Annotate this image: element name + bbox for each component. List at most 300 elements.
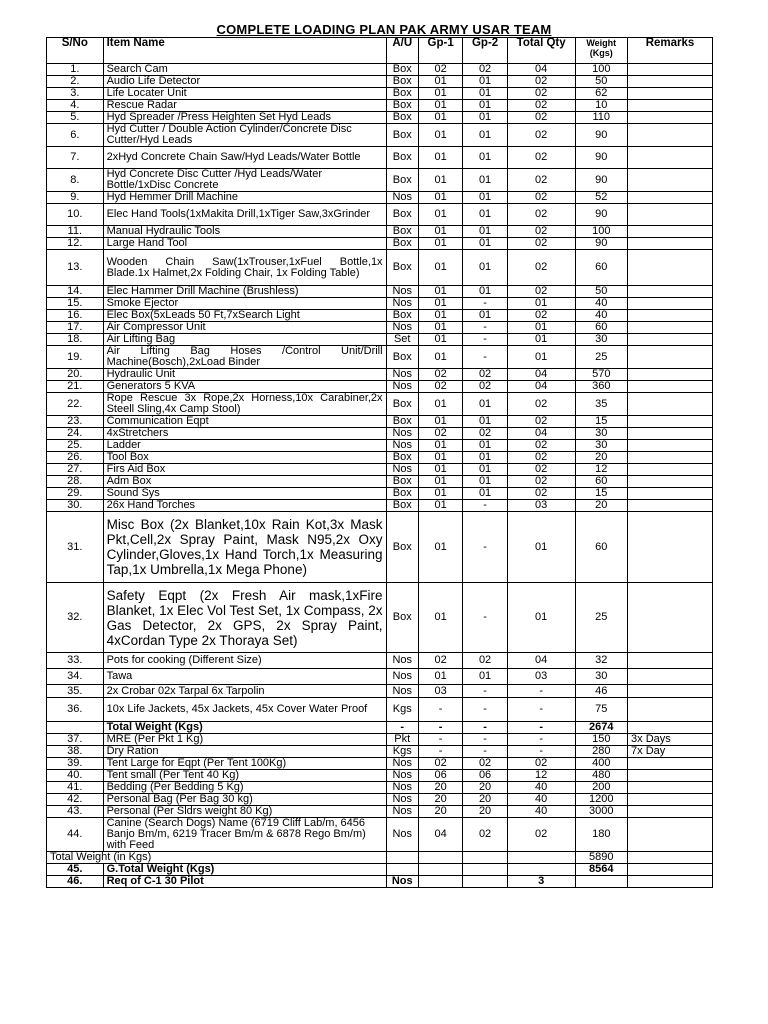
item-name-cell: Tent small (Per Tent 40 Kg) [103, 770, 386, 782]
sno-cell: 24. [47, 428, 104, 440]
total-qty-cell: 02 [507, 124, 575, 147]
gp1-cell: 01 [418, 100, 462, 112]
remarks-cell [628, 583, 713, 653]
gp1-cell: 01 [418, 393, 462, 416]
gp1-cell: - [418, 746, 462, 758]
gp1-cell: 01 [418, 512, 462, 583]
weight-cell: 360 [575, 381, 628, 393]
au-cell: Nos [386, 669, 418, 685]
table-row [47, 192, 713, 204]
total-qty-cell: 02 [507, 393, 575, 416]
gp1-cell: - [418, 722, 462, 734]
header-item-name: Item Name [103, 38, 386, 64]
total-qty-cell: 02 [507, 310, 575, 322]
remarks-cell [628, 169, 713, 192]
total-qty-cell: 02 [507, 192, 575, 204]
table-row [47, 864, 713, 876]
sno-cell: 20. [47, 369, 104, 381]
gp2-cell: 01 [463, 226, 507, 238]
table-row [47, 310, 713, 322]
weight-cell: 90 [575, 238, 628, 250]
total-qty-cell: 3 [507, 876, 575, 888]
table-row [47, 250, 713, 286]
total-qty-cell: - [507, 746, 575, 758]
sno-cell [47, 722, 104, 734]
au-cell: Box [386, 346, 418, 369]
weight-cell: 8564 [575, 864, 628, 876]
total-qty-cell [507, 852, 575, 864]
gp2-cell: - [463, 346, 507, 369]
item-name-cell: Personal (Per Sldrs weight 80 Kg) [103, 806, 386, 818]
gp1-cell: 01 [418, 169, 462, 192]
item-name-cell: Canine (Search Dogs) Name (6719 Cliff Lab/m, 6456 Banjo Bm/m, 6219 Tracer Bm/m & 6878 Rego Bm/m) with Feed [103, 818, 386, 852]
au-cell: Nos [386, 286, 418, 298]
gp1-cell: 01 [418, 286, 462, 298]
sno-cell: 45. [47, 864, 104, 876]
total-qty-cell: - [507, 734, 575, 746]
weight-cell: 3000 [575, 806, 628, 818]
total-qty-cell: 40 [507, 782, 575, 794]
remarks-cell [628, 476, 713, 488]
table-row [47, 476, 713, 488]
au-cell: Nos [386, 192, 418, 204]
sno-cell: 17. [47, 322, 104, 334]
item-name-cell: Adm Box [103, 476, 386, 488]
weight-cell: 40 [575, 310, 628, 322]
remarks-cell [628, 334, 713, 346]
gp2-cell: 01 [463, 464, 507, 476]
remarks-cell [628, 669, 713, 685]
total-qty-cell: 02 [507, 464, 575, 476]
sno-cell: 40. [47, 770, 104, 782]
gp2-cell: 01 [463, 88, 507, 100]
au-cell: Box [386, 393, 418, 416]
total-qty-cell: 01 [507, 322, 575, 334]
sno-cell: 27. [47, 464, 104, 476]
gp2-cell: 02 [463, 64, 507, 76]
item-name-cell: Large Hand Tool [103, 238, 386, 250]
header-remarks: Remarks [628, 38, 713, 64]
gp2-cell: 01 [463, 192, 507, 204]
au-cell: Nos [386, 685, 418, 698]
item-name-cell: Pots for cooking (Different Size) [103, 653, 386, 669]
au-cell: Nos [386, 770, 418, 782]
au-cell: Nos [386, 298, 418, 310]
au-cell: Nos [386, 464, 418, 476]
remarks-cell [628, 428, 713, 440]
sno-cell: 9. [47, 192, 104, 204]
sno-cell: 18. [47, 334, 104, 346]
au-cell: Nos [386, 758, 418, 770]
gp2-cell [463, 864, 507, 876]
table-row [47, 112, 713, 124]
au-cell: Nos [386, 806, 418, 818]
item-name-cell: Safety Eqpt (2x Fresh Air mask,1xFire Blanket, 1x Elec Vol Test Set, 1x Compass, 2x Gas Detector, 2x GPS, 2x Spray Paint, 4xCordan Type 2x Thoraya Set) [103, 583, 386, 653]
total-qty-cell: - [507, 722, 575, 734]
gp1-cell [418, 852, 462, 864]
sno-cell: 41. [47, 782, 104, 794]
remarks-cell [628, 464, 713, 476]
remarks-cell [628, 653, 713, 669]
item-name-cell: Air Compressor Unit [103, 322, 386, 334]
total-qty-cell: 02 [507, 88, 575, 100]
remarks-cell [628, 440, 713, 452]
sno-cell: 39. [47, 758, 104, 770]
item-name-cell: G.Total Weight (Kgs) [103, 864, 386, 876]
weight-cell: 110 [575, 112, 628, 124]
total-qty-cell: 01 [507, 583, 575, 653]
gp2-cell: 02 [463, 818, 507, 852]
weight-cell: 90 [575, 169, 628, 192]
sno-cell: 7. [47, 147, 104, 169]
gp2-cell: 06 [463, 770, 507, 782]
table-row [47, 818, 713, 852]
gp1-cell: 02 [418, 428, 462, 440]
weight-cell: 150 [575, 734, 628, 746]
table-row [47, 852, 713, 864]
sno-cell: 11. [47, 226, 104, 238]
sno-cell: 25. [47, 440, 104, 452]
remarks-cell [628, 112, 713, 124]
item-name-cell: Hyd Concrete Disc Cutter /Hyd Leads/Water Bottle/1xDisc Concrete [103, 169, 386, 192]
total-qty-cell: 01 [507, 346, 575, 369]
au-cell [386, 864, 418, 876]
gp1-cell: 01 [418, 147, 462, 169]
weight-cell: 15 [575, 416, 628, 428]
au-cell: Box [386, 147, 418, 169]
weight-cell: 75 [575, 698, 628, 722]
table-row [47, 734, 713, 746]
table-row [47, 100, 713, 112]
sno-cell: 33. [47, 653, 104, 669]
total-qty-cell: 02 [507, 758, 575, 770]
total-qty-cell: 04 [507, 64, 575, 76]
weight-cell: 40 [575, 298, 628, 310]
total-qty-cell: 04 [507, 653, 575, 669]
total-qty-cell: 02 [507, 286, 575, 298]
weight-cell: 1200 [575, 794, 628, 806]
table-row [47, 416, 713, 428]
total-qty-cell: 12 [507, 770, 575, 782]
total-qty-cell: 40 [507, 794, 575, 806]
table-row [47, 746, 713, 758]
table-row [47, 147, 713, 169]
gp1-cell: 03 [418, 685, 462, 698]
gp1-cell: 20 [418, 806, 462, 818]
weight-cell: 90 [575, 147, 628, 169]
au-cell: Kgs [386, 698, 418, 722]
item-name-cell: Elec Hand Tools(1xMakita Drill,1xTiger Saw,3xGrinder [103, 204, 386, 226]
gp1-cell [418, 876, 462, 888]
gp1-cell: 20 [418, 794, 462, 806]
table-row [47, 381, 713, 393]
gp2-cell: 01 [463, 76, 507, 88]
gp1-cell: 01 [418, 416, 462, 428]
item-name-cell: Tawa [103, 669, 386, 685]
total-qty-cell: 02 [507, 169, 575, 192]
gp2-cell: - [463, 746, 507, 758]
gp2-cell: - [463, 583, 507, 653]
remarks-cell [628, 722, 713, 734]
header-sno: S/No [47, 38, 104, 64]
weight-cell: 180 [575, 818, 628, 852]
item-name-cell: Hydraulic Unit [103, 369, 386, 381]
weight-cell: 60 [575, 512, 628, 583]
sno-cell: 19. [47, 346, 104, 369]
table-row [47, 452, 713, 464]
item-name-cell: Wooden Chain Saw(1xTrouser,1xFuel Bottle,1x Blade.1x Halmet,2x Folding Chair, 1x Folding Table) [103, 250, 386, 286]
item-name-cell: Rescue Radar [103, 100, 386, 112]
gp1-cell: 01 [418, 310, 462, 322]
total-qty-cell: 04 [507, 381, 575, 393]
item-name-cell: Life Locater Unit [103, 88, 386, 100]
sno-cell: 46. [47, 876, 104, 888]
gp2-cell: 01 [463, 452, 507, 464]
gp2-cell: 01 [463, 169, 507, 192]
gp1-cell: 01 [418, 238, 462, 250]
table-row [47, 806, 713, 818]
weight-cell: 90 [575, 204, 628, 226]
item-name-cell: Rope Rescue 3x Rope,2x Horness,10x Carabiner,2x Steell Sling,4x Camp Stool) [103, 393, 386, 416]
remarks-cell [628, 488, 713, 500]
total-qty-cell: 02 [507, 452, 575, 464]
table-row [47, 322, 713, 334]
weight-cell: 100 [575, 64, 628, 76]
weight-cell: 12 [575, 464, 628, 476]
total-qty-cell: 02 [507, 100, 575, 112]
sno-cell: 36. [47, 698, 104, 722]
gp1-cell: 01 [418, 346, 462, 369]
gp1-cell: 02 [418, 369, 462, 381]
gp2-cell: 01 [463, 147, 507, 169]
weight-cell: 50 [575, 286, 628, 298]
weight-cell: 2674 [575, 722, 628, 734]
table-row [47, 286, 713, 298]
table-row [47, 685, 713, 698]
remarks-cell [628, 452, 713, 464]
total-qty-cell: 02 [507, 226, 575, 238]
au-cell: Nos [386, 322, 418, 334]
au-cell: Nos [386, 381, 418, 393]
sno-cell: 32. [47, 583, 104, 653]
item-name-cell: 26x Hand Torches [103, 500, 386, 512]
remarks-cell [628, 147, 713, 169]
remarks-cell [628, 298, 713, 310]
gp1-cell: 01 [418, 112, 462, 124]
item-name-cell: Search Cam [103, 64, 386, 76]
au-cell: Kgs [386, 746, 418, 758]
item-name-cell: Dry Ration [103, 746, 386, 758]
remarks-cell [628, 794, 713, 806]
table-row [47, 770, 713, 782]
gp1-cell: 01 [418, 488, 462, 500]
remarks-cell [628, 369, 713, 381]
sno-cell: 37. [47, 734, 104, 746]
remarks-cell [628, 226, 713, 238]
table-row [47, 124, 713, 147]
au-cell: Box [386, 310, 418, 322]
remarks-cell [628, 770, 713, 782]
au-cell: Box [386, 500, 418, 512]
gp2-cell: 01 [463, 124, 507, 147]
gp1-cell: 01 [418, 192, 462, 204]
table-row [47, 512, 713, 583]
remarks-cell [628, 310, 713, 322]
gp1-cell: 01 [418, 250, 462, 286]
gp1-cell: 01 [418, 298, 462, 310]
item-name-cell: Misc Box (2x Blanket,10x Rain Kot,3x Mask Pkt,Cell,2x Spray Paint, Mask N95,2x Oxy Cylinder,Gloves,1x Hand Torch,1x Measuring Tap,1x Umbrella,1x Mega Phone) [103, 512, 386, 583]
gp2-cell: 02 [463, 428, 507, 440]
table-row [47, 346, 713, 369]
weight-cell: 32 [575, 653, 628, 669]
remarks-cell [628, 250, 713, 286]
table-row [47, 64, 713, 76]
total-qty-cell: - [507, 685, 575, 698]
gp2-cell: - [463, 722, 507, 734]
au-cell: Nos [386, 369, 418, 381]
gp2-cell: 01 [463, 416, 507, 428]
weight-cell: 50 [575, 76, 628, 88]
au-cell: Box [386, 250, 418, 286]
sno-cell: 21. [47, 381, 104, 393]
remarks-cell [628, 64, 713, 76]
gp2-cell: 20 [463, 806, 507, 818]
gp1-cell: 02 [418, 64, 462, 76]
item-name-cell: Hyd Cutter / Double Action Cylinder/Concrete Disc Cutter/Hyd Leads [103, 124, 386, 147]
table-row [47, 782, 713, 794]
gp1-cell: 01 [418, 452, 462, 464]
table-row [47, 440, 713, 452]
gp1-cell: 02 [418, 653, 462, 669]
item-name-cell: Elec Hammer Drill Machine (Brushless) [103, 286, 386, 298]
document-title: COMPLETE LOADING PLAN PAK ARMY USAR TEAM [216, 22, 552, 37]
total-qty-cell: 02 [507, 76, 575, 88]
au-cell: Box [386, 238, 418, 250]
table-row [47, 238, 713, 250]
remarks-cell [628, 818, 713, 852]
sno-cell: 29. [47, 488, 104, 500]
gp2-cell: 01 [463, 286, 507, 298]
gp1-cell: 01 [418, 88, 462, 100]
au-cell: Set [386, 334, 418, 346]
gp2-cell: 02 [463, 758, 507, 770]
gp2-cell: 01 [463, 440, 507, 452]
table-row [47, 722, 713, 734]
item-name-cell: Audio Life Detector [103, 76, 386, 88]
au-cell: Nos [386, 782, 418, 794]
weight-cell: 60 [575, 322, 628, 334]
item-name-cell: Ladder [103, 440, 386, 452]
au-cell: Nos [386, 440, 418, 452]
item-name-cell: Firs Aid Box [103, 464, 386, 476]
remarks-cell [628, 286, 713, 298]
remarks-cell [628, 864, 713, 876]
total-qty-cell: 40 [507, 806, 575, 818]
gp1-cell: - [418, 734, 462, 746]
au-cell: Box [386, 583, 418, 653]
weight-cell: 90 [575, 124, 628, 147]
weight-cell: 30 [575, 440, 628, 452]
item-name-cell: Req of C-1 30 Pilot [103, 876, 386, 888]
gp1-cell: 01 [418, 669, 462, 685]
au-cell: Box [386, 100, 418, 112]
gp1-cell: 01 [418, 322, 462, 334]
item-name-cell: Sound Sys [103, 488, 386, 500]
sno-cell: 42. [47, 794, 104, 806]
remarks-cell [628, 76, 713, 88]
gp2-cell [463, 852, 507, 864]
total-qty-cell: 02 [507, 250, 575, 286]
gp1-cell: 01 [418, 476, 462, 488]
loading-plan-table [46, 37, 713, 888]
gp1-cell: 01 [418, 440, 462, 452]
total-qty-cell: 04 [507, 428, 575, 440]
remarks-cell [628, 876, 713, 888]
weight-cell: 62 [575, 88, 628, 100]
au-cell: Box [386, 204, 418, 226]
weight-cell: 60 [575, 476, 628, 488]
au-cell: Box [386, 452, 418, 464]
table-row [47, 226, 713, 238]
remarks-cell [628, 500, 713, 512]
sno-cell: 15. [47, 298, 104, 310]
sno-cell: 22. [47, 393, 104, 416]
gp1-cell: 01 [418, 204, 462, 226]
gp1-cell: 01 [418, 124, 462, 147]
remarks-cell [628, 346, 713, 369]
gp2-cell: 01 [463, 310, 507, 322]
item-name-cell: Communication Eqpt [103, 416, 386, 428]
item-name-cell: Tent Large for Eqpt (Per Tent 100Kg) [103, 758, 386, 770]
weight-cell: 280 [575, 746, 628, 758]
remarks-cell [628, 758, 713, 770]
sno-cell: 14. [47, 286, 104, 298]
item-name-cell: 10x Life Jackets, 45x Jackets, 45x Cover Water Proof [103, 698, 386, 722]
table-row [47, 698, 713, 722]
remarks-cell [628, 698, 713, 722]
table-row [47, 794, 713, 806]
gp2-cell: 20 [463, 794, 507, 806]
total-qty-cell: 02 [507, 204, 575, 226]
gp1-cell: - [418, 698, 462, 722]
sno-cell: 44. [47, 818, 104, 852]
total-qty-cell: 01 [507, 334, 575, 346]
table-row [47, 488, 713, 500]
item-name-cell: 2x Crobar 02x Tarpal 6x Tarpolin [103, 685, 386, 698]
gp1-cell [418, 864, 462, 876]
au-cell: Box [386, 64, 418, 76]
item-name-cell: Smoke Ejector [103, 298, 386, 310]
remarks-cell [628, 782, 713, 794]
total-qty-cell: 01 [507, 298, 575, 310]
sno-cell: 16. [47, 310, 104, 322]
sno-cell: 43. [47, 806, 104, 818]
item-name-cell: MRE (Per Pkt 1 Kg) [103, 734, 386, 746]
gp2-cell: - [463, 734, 507, 746]
weight-cell: 20 [575, 452, 628, 464]
total-qty-cell: 02 [507, 818, 575, 852]
total-qty-cell: 02 [507, 476, 575, 488]
weight-cell: 30 [575, 334, 628, 346]
sno-cell: 5. [47, 112, 104, 124]
table-row [47, 428, 713, 440]
au-cell: Nos [386, 428, 418, 440]
au-cell: Nos [386, 876, 418, 888]
sno-cell: 1. [47, 64, 104, 76]
au-cell: Box [386, 476, 418, 488]
total-qty-cell: 02 [507, 147, 575, 169]
sno-cell: 35. [47, 685, 104, 698]
